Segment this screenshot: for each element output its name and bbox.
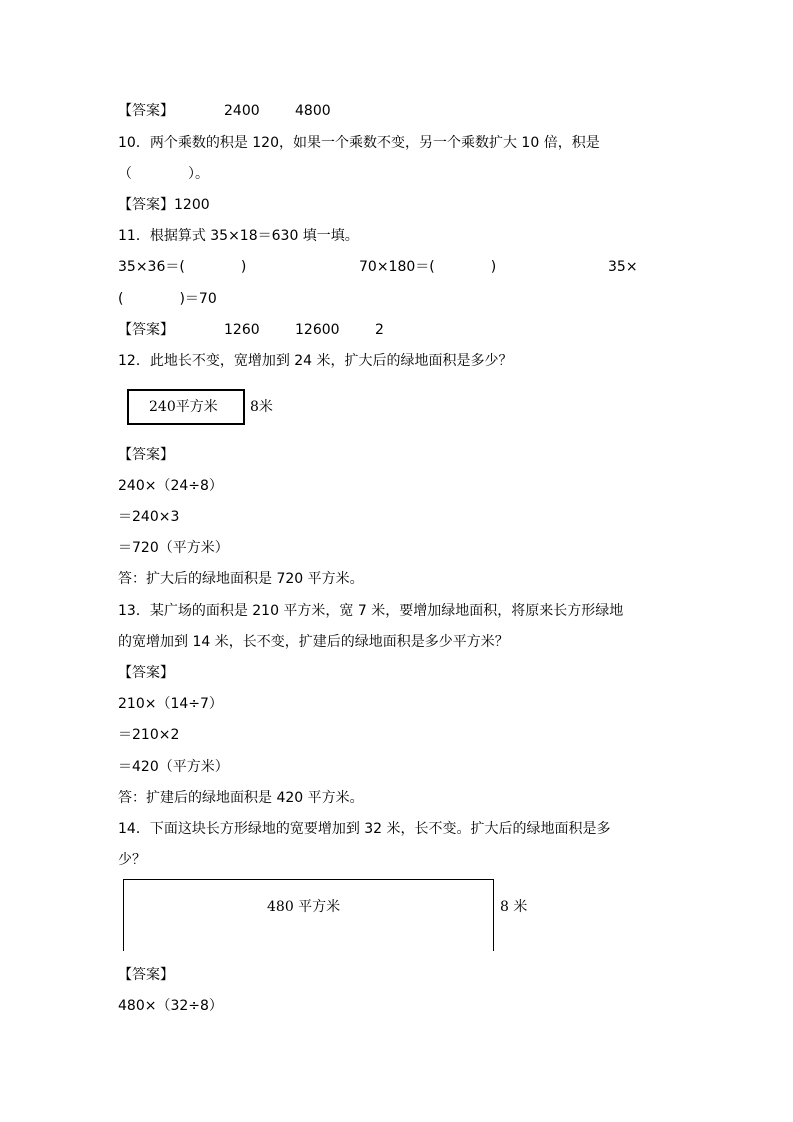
q11-blank-3-end: ( )＝70 bbox=[118, 291, 217, 307]
q11-answer-value-2: 12600 bbox=[295, 322, 340, 338]
q12-step-3: ＝720（平方米） bbox=[118, 540, 229, 556]
q13-answer-label: 【答案】 bbox=[118, 665, 174, 681]
q11-answer-value-1: 1260 bbox=[224, 322, 260, 338]
q13-step-2: ＝210×2 bbox=[118, 727, 180, 743]
q13-question-line2: 的宽增加到 14 米，长不变，扩建后的绿地面积是多少平方米？ bbox=[118, 634, 509, 650]
q10-question-line2: （ ）。 bbox=[118, 166, 209, 182]
q9-answer-value-1: 2400 bbox=[224, 103, 260, 119]
q12-question: 12．此地长不变，宽增加到 24 米，扩大后的绿地面积是多少？ bbox=[118, 353, 513, 369]
q12-answer-label: 【答案】 bbox=[118, 447, 174, 463]
q11-blank-2: 70×180＝( ) bbox=[359, 259, 497, 275]
q11-answer-label: 【答案】 bbox=[118, 322, 174, 338]
q14-answer-label: 【答案】 bbox=[118, 967, 174, 983]
q10-answer bbox=[118, 196, 210, 214]
q13-conclusion: 答：扩建后的绿地面积是 420 平方米。 bbox=[118, 790, 364, 806]
q11-blank-1: 35×36＝( ) bbox=[118, 259, 247, 275]
q11-blank-3-start: 35× bbox=[608, 259, 638, 275]
q12-figure-side-label: 8米 bbox=[250, 399, 273, 415]
q13-step-3: ＝420（平方米） bbox=[118, 759, 229, 775]
q14-question-line2: 少？ bbox=[118, 852, 146, 868]
q12-conclusion: 答：扩大后的绿地面积是 720 平方米。 bbox=[118, 571, 364, 587]
q14-step-1: 480×（32÷8） bbox=[118, 998, 223, 1014]
q9-answer-label: 【答案】 bbox=[118, 103, 174, 119]
q14-figure-side-label: 8 米 bbox=[500, 899, 528, 915]
q14-figure-area-label: 480 平方米 bbox=[267, 899, 341, 915]
q14-question-line1: 14．下面这块长方形绿地的宽要增加到 32 米，长不变。扩大后的绿地面积是多 bbox=[118, 821, 611, 837]
q10-answer-label: 【答案】 bbox=[118, 197, 174, 213]
q10-question-line1: 10．两个乘数的积是 120，如果一个乘数不变，另一个乘数扩大 10 倍，积是 bbox=[118, 135, 600, 151]
q12-step-2: ＝240×3 bbox=[118, 509, 180, 525]
q11-answer-value-3: 2 bbox=[375, 322, 384, 338]
q12-step-1: 240×（24÷8） bbox=[118, 478, 223, 494]
q12-figure-area-label: 240平方米 bbox=[149, 399, 218, 415]
q13-step-1: 210×（14÷7） bbox=[118, 696, 223, 712]
q9-answer-value-2: 4800 bbox=[295, 103, 331, 119]
q11-question: 11．根据算式 35×18＝630 填一填。 bbox=[118, 228, 359, 244]
q13-question-line1: 13．某广场的面积是 210 平方米，宽 7 米，要增加绿地面积，将原来长方形绿地 bbox=[118, 603, 624, 619]
q10-answer-value: 1200 bbox=[174, 197, 210, 213]
